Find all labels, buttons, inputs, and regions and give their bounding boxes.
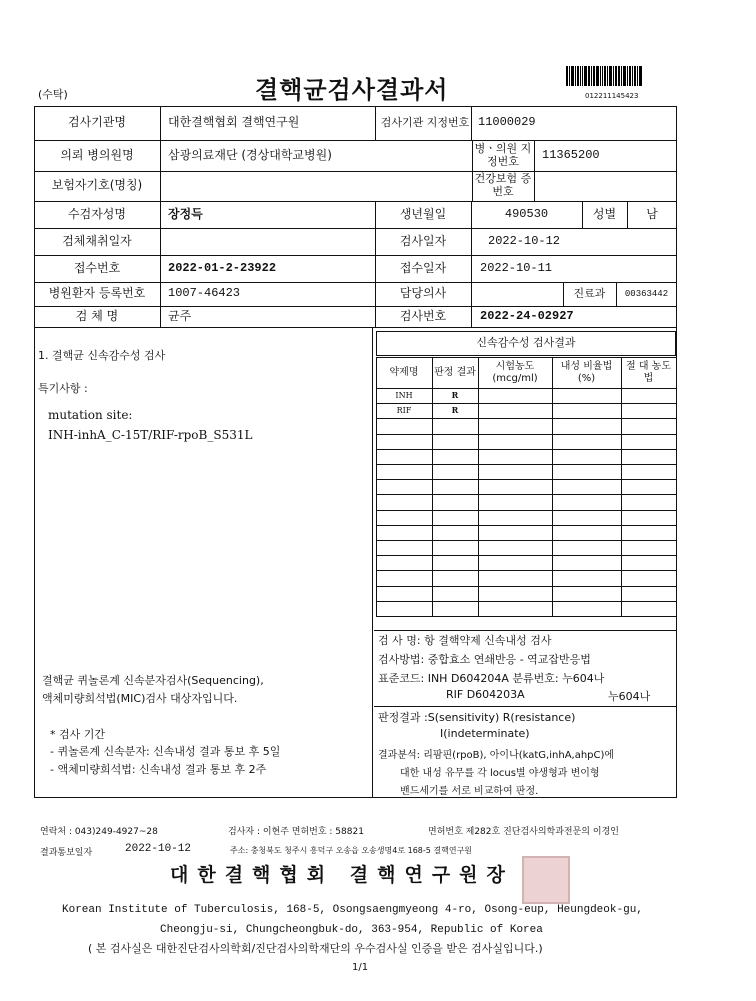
period-title: * 검사 기간	[50, 728, 105, 741]
section-title: 1. 결핵균 신속감수성 검사	[38, 349, 166, 362]
receipt-no-label: 접수번호	[73, 260, 121, 275]
method-class-code-2: 누604나	[608, 690, 651, 703]
barcode-number: 012211145423	[585, 92, 639, 100]
patient-value: 장정득	[168, 206, 203, 221]
patient-label: 수검자성명	[68, 206, 126, 221]
method-std-code-2: RIF D604203A	[446, 688, 525, 701]
method-analysis-2: 대한 내성 유무를 각 locus별 야생형과 변이형	[400, 768, 600, 779]
method-std-code-1: 표준코드: INH D604204A 분류번호: 누604나	[378, 672, 605, 685]
insurance-value	[168, 171, 468, 201]
test-date-value: 2022-10-12	[488, 233, 561, 248]
sex-value: 남	[646, 206, 658, 221]
lab-name-label: 검사기관명	[68, 115, 126, 130]
mutation-label: mutation site:	[48, 408, 133, 422]
test-no-value: 2022-24-02927	[480, 308, 574, 323]
birth-value: 490530	[504, 206, 549, 221]
health-no-label: 건강보험 증번호	[474, 172, 532, 198]
client-label: 의뢰 병의원명	[60, 147, 134, 162]
footer-address: 주소: 충청북도 청주시 흥덕구 오송읍 오송생명4로 168-5 결핵연구원	[230, 846, 473, 855]
receipt-date-value: 2022-10-11	[480, 260, 553, 275]
barcode-image	[566, 66, 676, 90]
footer-org-name: 대한결핵협회 결핵연구원장	[170, 864, 514, 886]
lab-name-value: 대한결핵협회 결핵연구원	[168, 115, 300, 130]
chart-no-label: 병원환자 등록번호	[48, 286, 146, 301]
client-value: 삼광의료재단 (경상대학교병원)	[168, 147, 332, 162]
mutation-value: INH-inhA_C-15T/RIF-rpoB_S531L	[48, 428, 253, 442]
specimen-label: 검 체 명	[75, 308, 119, 323]
result-row-judgement: R	[451, 390, 459, 400]
doctor-label: 담당의사	[399, 286, 447, 301]
test-date-label: 검사일자	[399, 233, 447, 248]
footer-specialist: 면허번호 제282호 진단검사의학과전문의 이경인	[428, 827, 619, 837]
period-line-2: - 액체미량희석법: 신속내성 결과 통보 후 2주	[50, 763, 267, 776]
lab-code-label: 검사기관 지정번호	[380, 115, 470, 129]
health-no-value	[542, 171, 672, 201]
footer-examiner: 검사자 : 이현주 면허번호 : 58821	[228, 827, 364, 837]
dept-label: 진료과	[573, 286, 606, 300]
footer-report-date: 2022-10-12	[125, 843, 192, 855]
note-line-2: 액체미량희석법(MIC)검사 대상자입니다.	[42, 692, 238, 705]
footer-english-1: Korean Institute of Tuberculosis, 168-5, Osongsaengmyeong 4-ro, Osong-eup, Heungdeok-gu,	[62, 904, 643, 916]
page-number: 1/1	[352, 962, 369, 973]
result-table-header: 약제명	[389, 366, 419, 378]
method-analysis-1: 결과분석: 리팜핀(rpoB), 아이나(katG,inhA,ahpC)에	[378, 750, 615, 761]
receipt-date-label: 접수일자	[399, 260, 447, 275]
method-judge-2: I(indeterminate)	[440, 727, 530, 740]
receipt-no-value: 2022-01-2-23922	[168, 260, 277, 275]
footer-english-2: Cheongju-si, Chungcheongbuk-do, 363-954, Republic of Korea	[160, 924, 543, 936]
footer-certification: ( 본 검사실은 대한진단검사의학회/진단검사의학재단의 우수검사실 인증을 받은 검사실입니다.)	[88, 942, 543, 955]
result-row-drug: RIF	[396, 406, 412, 416]
note-line-1: 결핵균 퀴놀론계 신속분자검사(Sequencing),	[42, 674, 264, 687]
result-table-header: 내성 비율법(%)	[560, 361, 613, 384]
footer-report-date-label: 결과통보일자	[40, 848, 93, 858]
result-row-drug: INH	[395, 391, 413, 400]
insurance-label: 보험자기호(명칭)	[51, 178, 143, 193]
lab-code-value: 11000029	[478, 115, 536, 130]
dept-value: 00363442	[624, 288, 669, 299]
specimen-value: 균주	[168, 308, 192, 323]
method-judge-1: 판정결과 :S(sensitivity) R(resistance)	[378, 711, 576, 724]
result-table-header: 절 대 농도법	[626, 361, 671, 384]
birth-label: 생년월일	[399, 206, 447, 221]
receipt-label: (수탁)	[38, 88, 68, 101]
period-line-1: - 퀴놀론계 신속분자: 신속내성 결과 통보 후 5일	[50, 745, 281, 758]
doctor-value	[478, 282, 558, 306]
page-title: 결핵균검사결과서	[255, 75, 449, 104]
footer-contact: 연락처 : 043)249-4927~28	[40, 827, 158, 837]
result-table-header: 시험농도 (mcg/ml)	[492, 361, 538, 384]
sex-label: 성별	[592, 206, 617, 221]
method-test-method: 검사방법: 중합효소 연쇄반응 - 역교잡반응법	[378, 653, 591, 666]
result-row-judgement: R	[451, 405, 459, 416]
method-analysis-3: 밴드세기를 서로 비교하여 판정.	[400, 786, 539, 797]
result-table-header: 판정 결과	[434, 366, 476, 378]
official-seal-stamp	[522, 856, 570, 904]
clinic-code-label: 병ㆍ의원 지정번호	[474, 141, 532, 168]
result-table-title: 신속감수성 검사결과	[476, 336, 576, 350]
test-no-label: 검사번호	[399, 308, 447, 323]
chart-no-value: 1007-46423	[168, 286, 241, 301]
method-test-name: 검 사 명: 항 결핵약제 신속내성 검사	[378, 634, 552, 647]
result-table	[376, 331, 677, 626]
collect-date-value	[168, 228, 373, 255]
collect-date-label: 검체채취일자	[62, 233, 132, 248]
remarks-label: 특기사항 :	[38, 382, 88, 395]
clinic-code-value: 11365200	[542, 147, 600, 162]
